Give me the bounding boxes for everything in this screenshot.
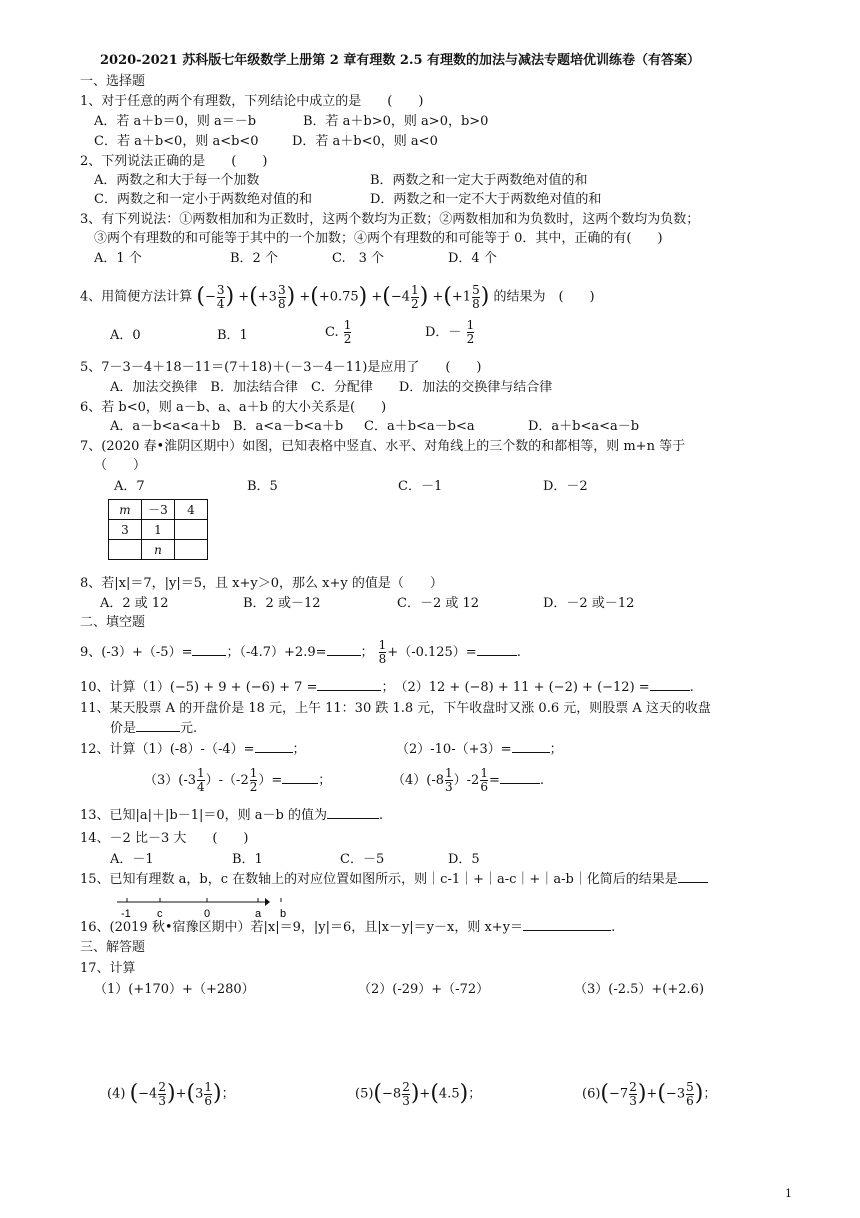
q1-option-b: B．若 a＋b>0，则 a>0，b>0 — [303, 114, 489, 129]
q16-stem: 16、(2019 秋•宿豫区期中）若|x|＝9，|y|＝6，且|x－y|＝y－x，则 x+y＝ . — [80, 920, 616, 935]
q17-part-5: (5)(−8 $\frac{2}{3}$ )+(4.5)； — [355, 1079, 482, 1108]
q14-option-c: C．－5 — [340, 852, 385, 867]
q6-option-c: C．a＋b<a－b<a — [364, 419, 475, 434]
q6-option-b: B．a<a－b<a＋b — [233, 419, 344, 434]
q14-stem: 14、－2 比－3 大 ( ) — [80, 831, 249, 846]
q10-blank-1[interactable] — [317, 690, 381, 691]
q17-part-2: （2）(-29）+（-72） — [358, 982, 490, 997]
q9-stem: 9、(-3）+（-5）= ；（-4.7）+2.9= ； $\frac{1}{8}$ +（-0.125）= . — [80, 638, 521, 666]
q7-magic-square — [108, 499, 208, 560]
q4-suffix: 的结果为 ( ) — [493, 289, 595, 305]
q17-fraction: $\frac{5}{6}$ — [686, 1079, 694, 1108]
q8-option-c: C．－2 或 12 — [397, 596, 480, 611]
q4-term2: +3 — [257, 289, 277, 305]
q5-stem: 5、7－3－4＋18－11＝(7＋18)＋(－3－4－11)是应用了 ( ) — [80, 360, 482, 375]
q12-blank-4[interactable] — [500, 783, 540, 784]
grid-cell: 1 — [142, 520, 175, 540]
number-line-label: a — [255, 908, 262, 920]
q4-option-c-fraction: $\frac{1}{2}$ — [343, 318, 352, 346]
q12-fraction: $\frac{1}{6}$ — [480, 766, 488, 794]
q4-fraction-1: $\frac{3}{4}$ — [216, 282, 225, 311]
q7-option-a: A．7 — [114, 479, 145, 494]
q1-option-c: C．若 a＋b<0，则 a<b<0 — [94, 134, 259, 149]
q1-stem: 1、对于任意的两个有理数，下列结论中成立的是 ( ) — [80, 94, 424, 109]
q8-stem: 8、若|x|＝7，|y|＝5，且 x+y＞0，那么 x+y 的值是（ ） — [80, 576, 443, 591]
number-line-label: 0 — [204, 908, 211, 920]
section-heading-choice: 一、选择题 — [80, 74, 146, 89]
q2-option-c: C．两数之和一定小于两数绝对值的和 — [94, 192, 312, 207]
q15-stem: 15、已知有理数 a，b，c 在数轴上的对应位置如图所示，则｜c-1｜+｜a-c｜+｜a-b｜化简后的结果是 — [80, 872, 708, 888]
q6-option-d: D．a＋b<a<a－b — [528, 419, 640, 434]
q4-term4: −4 — [390, 289, 411, 305]
q12-line1-part2: （2）-10-（+3）= ； — [396, 742, 563, 757]
q17-part-4: (4) (−4 $\frac{2}{3}$ )+(3 $\frac{1}{6}$ )； — [107, 1079, 235, 1108]
q14-option-d: D．5 — [448, 852, 480, 867]
q17-stem: 17、计算 — [80, 961, 136, 976]
grid-cell — [175, 520, 208, 540]
grid-cell: 4 — [175, 500, 208, 520]
arrow-icon — [265, 898, 270, 906]
q3-option-d: D．4 个 — [448, 251, 497, 266]
q4-option-c: C. $\frac{1}{2}$ — [325, 318, 352, 346]
q13-stem: 13、已知|a|＋|b－1|＝0，则 a－b 的值为 . — [80, 808, 384, 823]
q13-blank[interactable] — [327, 818, 379, 819]
q4-option-d: D．－ $\frac{1}{2}$ — [425, 318, 475, 346]
q3-option-a: A．1 个 — [94, 251, 142, 266]
q7-option-c: C．－1 — [398, 479, 443, 494]
q4-option-d-fraction: $\frac{1}{2}$ — [466, 318, 475, 346]
q10-stem: 10、计算（1）(−5) + 9 + (−6) + 7 = ； （2）12 + (−8) + 11 + (−2) + (−12) = . — [80, 680, 694, 695]
q14-option-a: A．－1 — [110, 852, 154, 867]
q11-blank[interactable] — [136, 731, 180, 732]
q4-term1-sign: − — [205, 289, 216, 305]
q8-option-d: D．－2 或－12 — [543, 596, 635, 611]
grid-cell — [175, 540, 208, 560]
q4-fraction-4: $\frac{1}{2}$ — [411, 282, 419, 311]
q12-line2-part4: （4）(-8 $\frac{1}{3}$ ）-2 $\frac{1}{6}$ = . — [392, 766, 545, 794]
q12-fraction: $\frac{1}{4}$ — [197, 766, 205, 794]
q9-blank-3[interactable] — [477, 655, 517, 656]
q2-stem: 2、下列说法正确的是 ( ) — [80, 154, 268, 169]
q4-fraction-5: $\frac{5}{8}$ — [472, 282, 480, 311]
q2-option-d: D．两数之和一定不大于两数绝对值的和 — [370, 192, 602, 207]
q3-stem-line2: ③两个有理数的和可能等于其中的一个加数；④两个有理数的和可能等于 0．其中，正确的有( ) — [94, 231, 663, 246]
q12-line1-part1: 12、计算（1）(-8）-（-4）= ； — [80, 742, 306, 757]
q9-blank-2[interactable] — [327, 655, 361, 656]
q6-option-a: A．a－b<a<a＋b — [110, 419, 221, 434]
q7-stem-line1: 7、(2020 春•淮阴区期中）如图，已知表格中竖直、水平、对角线上的三个数的和都相等，则 m+n 等于 — [80, 439, 686, 454]
q5-options: A．加法交换律 B．加法结合律 C．分配律 D．加法的交换律与结合律 — [110, 380, 553, 395]
section-heading-fill: 二、填空题 — [80, 615, 146, 630]
q4-term3: +0.75 — [318, 289, 359, 305]
q6-stem: 6、若 b<0，则 a－b、a、a＋b 的大小关系是( ) — [80, 400, 387, 415]
q8-option-a: A．2 或 12 — [100, 596, 169, 611]
q4-option-a: A．0 — [110, 328, 141, 343]
q12-line2-part3: （3）(-3 $\frac{1}{4}$ ）-（-2 $\frac{1}{2}$ ）= ； — [144, 766, 332, 794]
q15-blank[interactable] — [678, 882, 708, 883]
q7-option-d: D．－2 — [543, 479, 588, 494]
grid-cell — [109, 540, 142, 560]
q17-fraction: $\frac{2}{3}$ — [629, 1079, 637, 1108]
q12-blank-3[interactable] — [282, 783, 318, 784]
q16-blank[interactable] — [523, 930, 611, 931]
q12-blank-2[interactable] — [512, 752, 550, 753]
q9-fraction: $\frac{1}{8}$ — [378, 638, 387, 666]
q1-option-a: A．若 a＋b＝0，则 a＝－b — [94, 114, 257, 129]
q14-option-b: B．1 — [232, 852, 263, 867]
number-line-label: -1 — [121, 908, 131, 920]
grid-cell: 3 — [109, 520, 142, 540]
grid-cell: －3 — [142, 500, 175, 520]
q4-option-b: B．1 — [217, 328, 248, 343]
q1-option-d: D．若 a＋b<0，则 a<0 — [292, 134, 438, 149]
number-line-label: b — [280, 908, 287, 920]
q17-fraction: $\frac{2}{3}$ — [402, 1079, 410, 1108]
page-title: 2020-2021 苏科版七年级数学上册第 2 章有理数 2.5 有理数的加法与减法专题培优训练卷（有答案） — [100, 53, 701, 68]
q10-blank-2[interactable] — [650, 690, 690, 691]
q2-option-a: A．两数之和大于每一个加数 — [94, 173, 260, 188]
q17-fraction: $\frac{2}{3}$ — [158, 1079, 166, 1108]
q7-option-b: B．5 — [247, 479, 278, 494]
grid-cell: n — [142, 540, 175, 560]
q7-stem-line2: （ ） — [94, 458, 147, 473]
q17-part-6: (6)(−7 $\frac{2}{3}$ )+(−3 $\frac{5}{6}$ )； — [582, 1079, 717, 1108]
grid-cell: m — [109, 500, 142, 520]
q4-stem: 4、用简便方法计算 (− $\frac{3}{4}$ ) +(+3 $\frac{3}{8}$ ) +(+0.75) +(−4 $\frac{1}{2}$ ) +(+1 $\frac{5}{8}$ ) 的结果为 ( ) — [80, 282, 595, 311]
q3-stem-line1: 3、有下列说法：①两数相加和为正数时，这两个数均为正数；②两数相加和为负数时，这两个数均为负数； — [80, 212, 700, 227]
q9-blank-1[interactable] — [192, 655, 226, 656]
q12-fraction: $\frac{1}{3}$ — [445, 766, 453, 794]
q17-part-3: （3）(-2.5）+(+2.6) — [574, 982, 705, 997]
q4-prefix: 4、用简便方法计算 — [80, 289, 193, 305]
page-number: 1 — [785, 1187, 792, 1200]
q2-option-b: B．两数之和一定大于两数绝对值的和 — [370, 173, 588, 188]
q8-option-b: B．2 或－12 — [243, 596, 321, 611]
number-line-label: c — [157, 908, 163, 920]
section-heading-solve: 三、解答题 — [80, 940, 146, 955]
q17-part-1: （1）(+170）+（+280） — [94, 982, 255, 997]
q12-blank-1[interactable] — [255, 752, 293, 753]
q12-fraction: $\frac{1}{2}$ — [249, 766, 258, 794]
q17-fraction: $\frac{1}{6}$ — [204, 1079, 212, 1108]
q3-option-b: B．2 个 — [230, 251, 278, 266]
q11-stem-line1: 11、某天股票 A 的开盘价是 18 元，上午 11：30 跌 1.8 元，下午收盘时又涨 0.6 元，则股票 A 这天的收盘 — [80, 701, 711, 716]
q4-fraction-2: $\frac{3}{8}$ — [277, 282, 286, 311]
q11-stem-line2: 价是 元. — [110, 721, 198, 736]
q3-option-c: C. 3 个 — [332, 251, 385, 266]
q4-term5: +1 — [451, 289, 472, 305]
